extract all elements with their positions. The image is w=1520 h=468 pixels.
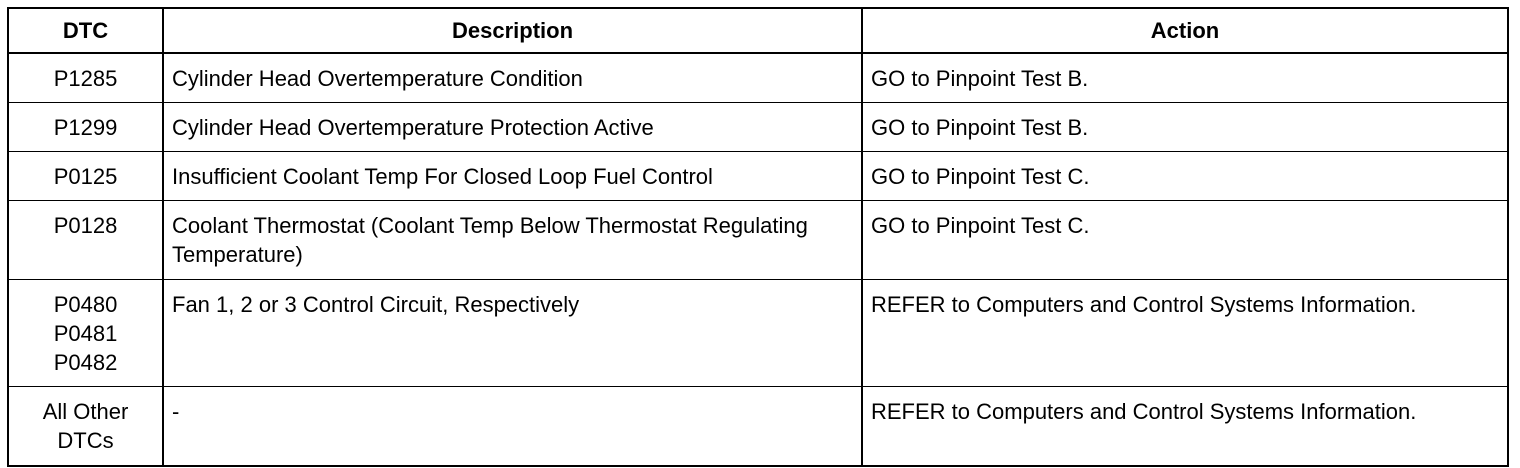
action-cell: GO to Pinpoint Test C. xyxy=(862,201,1508,280)
table-row xyxy=(8,152,1508,201)
header-row xyxy=(8,8,1508,53)
description-cell: Coolant Thermostat (Coolant Temp Below Thermostat Regulating Temperature) xyxy=(163,201,862,280)
table-row xyxy=(8,280,1508,387)
dtc-cell: P1299 xyxy=(8,103,163,152)
action-cell: REFER to Computers and Control Systems Information. xyxy=(862,387,1508,467)
header-dtc: DTC xyxy=(8,8,163,53)
dtc-table xyxy=(7,7,1509,467)
dtc-cell: P0480 P0481 P0482 xyxy=(8,280,163,387)
header-description: Description xyxy=(163,8,862,53)
action-cell: GO to Pinpoint Test B. xyxy=(862,103,1508,152)
table-row xyxy=(8,387,1508,467)
description-cell: Fan 1, 2 or 3 Control Circuit, Respectively xyxy=(163,280,862,387)
description-cell: Insufficient Coolant Temp For Closed Loop Fuel Control xyxy=(163,152,862,201)
table-row xyxy=(8,53,1508,103)
table-row xyxy=(8,201,1508,280)
dtc-cell: P0125 xyxy=(8,152,163,201)
action-cell: GO to Pinpoint Test C. xyxy=(862,152,1508,201)
description-cell: - xyxy=(163,387,862,467)
dtc-cell: P0128 xyxy=(8,201,163,280)
header-action: Action xyxy=(862,8,1508,53)
dtc-cell: All Other DTCs xyxy=(8,387,163,467)
dtc-table-container xyxy=(7,7,1509,467)
action-cell: GO to Pinpoint Test B. xyxy=(862,53,1508,103)
dtc-cell: P1285 xyxy=(8,53,163,103)
description-cell: Cylinder Head Overtemperature Protection Active xyxy=(163,103,862,152)
table-row xyxy=(8,103,1508,152)
description-cell: Cylinder Head Overtemperature Condition xyxy=(163,53,862,103)
action-cell: REFER to Computers and Control Systems Information. xyxy=(862,280,1508,387)
